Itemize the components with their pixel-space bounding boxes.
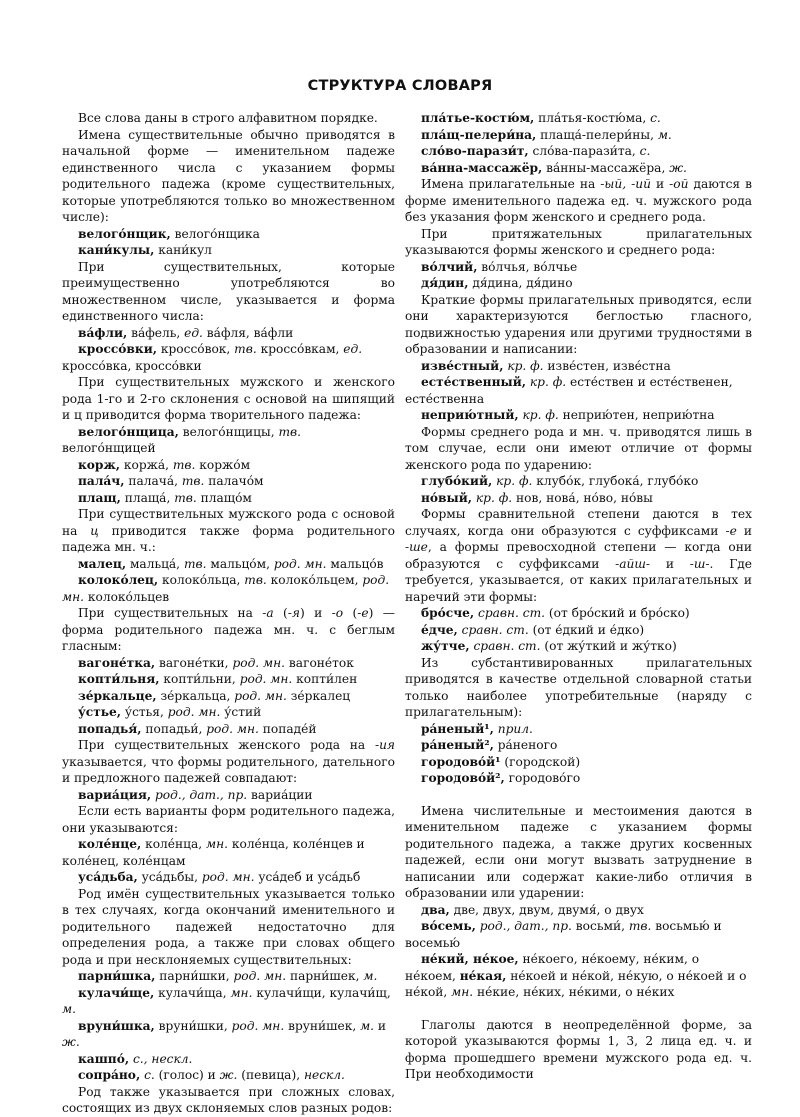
dictionary-entry: кашпо́, с., нескл. (78, 1051, 193, 1066)
dictionary-entry: во́лчий, во́лчья, во́лчье (421, 259, 578, 274)
text-paragraph: При существительных женского рода на -ия указывается, что формы родительного, дательного и предложного падежей совпадают: (62, 738, 395, 785)
text-paragraph: При существительных на -а (-я) и -о (-е) — форма родительного падежа мн. ч. с беглым гласным: (62, 606, 395, 653)
dictionary-entry: дя́дин, дя́дина, дя́дино (421, 276, 573, 290)
dictionary-entry: пла́тье-костю́м, пла́тья-костю́ма, с. (421, 111, 661, 125)
text-paragraph: Из субстантивированных прилагательных приводятся в качестве отдельной словарной статьи только наиболее употребительные (наряду с прилагательным): (405, 655, 752, 719)
dictionary-entry: но́вый, кр. ф. нов, нова́, но́во, но́вы (421, 490, 653, 505)
dictionary-entry: вруни́шка, вруни́шки, род. мн. вруни́шек, м. и ж. (62, 1018, 387, 1049)
text-paragraph: При существительных мужского и женского рода 1-го и 2-го склонения с основой на шипящий и ц приводится форма творительного падежа: (62, 375, 395, 422)
dictionary-entry: колоко́лец, колоко́льца, тв. колоко́льцем, род. мн. колоко́льцев (62, 573, 390, 604)
dictionary-entry: ва́нна-массажёр, ва́нны-массажёра, ж. (421, 160, 687, 175)
dictionary-entry: кани́кулы, кани́кул (78, 243, 212, 257)
dictionary-entry: вариа́ция, род., дат., пр. вариа́ции (78, 787, 313, 802)
dictionary-entry: неприю́тный, кр. ф. неприю́тен, неприю́тна (421, 408, 715, 422)
text-paragraph: Имена существительные обычно приводятся в начальной форме — именительном падеже единственного числа с указанием формы родительного падежа (кроме существительных, которые употребляются только во множественном числе): (62, 127, 395, 224)
text-paragraph: При существительных мужского рода с основой на ц приводится также форма родительного падежа мн. ч.: (62, 507, 395, 554)
text-paragraph: Глаголы даются в неопределённой форме, за которой указываются формы 1, 3, 2 лица ед. ч. и форма прошедшего времени мужского рода ед. ч. При необходимости (405, 1017, 752, 1081)
dictionary-entry: пала́ч, палача́, тв. палачо́м (78, 474, 264, 488)
text-paragraph: Формы сравнительной степени даются в тех случаях, когда они образуются с суффиксами -е и -ше, а формы превосходной степени — когда они образуются с суффиксами -айш- и -ш-. Где требуется, указывается, от каких прилагательных и наречий эти формы: (405, 507, 753, 604)
dictionary-entry: велого́нщица, велого́нщицы, тв. велого́нщицей (62, 424, 301, 455)
dictionary-entry: копти́льня, копти́льни, род. мн. копти́лен (78, 672, 358, 686)
dictionary-entry: сло́во-парази́т, сло́ва-парази́та, с. (421, 144, 651, 158)
dictionary-entry: во́семь, род., дат., пр. восьми́, тв. восьмью́ и восемью́ (405, 919, 722, 950)
dictionary-entry: ва́фли, ва́фель, ед. ва́фля, ва́фли (78, 325, 294, 340)
dictionary-entry: велого́нщик, велого́нщика (78, 226, 260, 241)
dictionary-entry: два, две, двух, двум, двумя́, о двух (421, 902, 644, 917)
dictionary-entry: коле́нце, коле́нца, мн. коле́нца, коле́нцев и коле́нец, коле́нцам (62, 837, 365, 868)
text-paragraph: Все слова даны в строго алфавитном порядке. (78, 111, 378, 125)
dictionary-entry: малец, мальца́, тв. мальцо́м, род. мн. мальцо́в (78, 556, 384, 571)
text-paragraph: При существительных, которые преимущественно употребляются во множественном числе, указывается и форма единственного числа: (62, 259, 395, 323)
dictionary-entry: жу́тче, сравн. ст. (от жу́ткий и жу́тко) (421, 639, 677, 653)
right-column (405, 110, 752, 1083)
text-paragraph: Род также указывается при сложных словах, состоящих из двух склоняемых слов разных родов: (62, 1084, 395, 1115)
dictionary-entry: городово́й¹ (городской) (421, 754, 581, 769)
dictionary-entry: парни́шка, парни́шки, род. мн. парни́шек, м. (78, 969, 378, 983)
dictionary-entry: е́дче, сравн. ст. (от е́дкий и е́дко) (421, 622, 645, 637)
dictionary-entry: бро́сче, сравн. ст. (от бро́ский и бро́ско) (421, 606, 690, 620)
dictionary-entry: уса́дьба, уса́дьбы, род. мн. уса́деб и уса́дьб (78, 870, 361, 884)
left-column (62, 110, 395, 1117)
dictionary-entry: пла́щ-пелери́на, плаща́-пелери́ны, м. (421, 127, 672, 142)
dictionary-entry: кулачи́ще, кулачи́ща, мн. кулачи́щи, кулачи́щ, м. (62, 985, 391, 1016)
dictionary-entry: корж, коржа́, тв. коржо́м (78, 457, 251, 472)
dictionary-entry: зе́ркальце, зе́ркальца, род. мн. зе́ркалец (78, 688, 351, 703)
dictionary-entry: вагоне́тка, вагоне́тки, род. мн. вагоне́ток (78, 655, 354, 670)
dictionary-entry: изве́стный, кр. ф. изве́стен, изве́стна (421, 358, 671, 373)
dictionary-entry: ра́неный², ра́неного (421, 738, 558, 752)
dictionary-entry: кроссо́вки, кроссо́вок, тв. кроссо́вкам, ед. кроссо́вка, кроссо́вки (62, 342, 363, 373)
dictionary-entry: у́стье, у́стья, род. мн. у́стий (78, 705, 262, 719)
dictionary-entry: есте́ственный, кр. ф. есте́ствен и есте́ственен, есте́ственна (405, 375, 733, 406)
text-paragraph: Имена числительные и местоимения даются в именительном падеже с указанием формы родительного падежа, а также других косвенных падежей, если они могут вызвать затруднение в написании или содержат какие-либо отличия в образовании или ударении: (405, 803, 752, 900)
text-paragraph: Краткие формы прилагательных приводятся, если они характеризуются беглостью гласного, подвижностью ударения или другими трудностями в образовании и написании: (405, 292, 752, 356)
dictionary-entry: попадья́, попадьи́, род. мн. попаде́й (78, 721, 317, 736)
dictionary-entry: сопра́но, с. (голос) и ж. (певица), нескл. (78, 1068, 345, 1082)
text-paragraph: Имена прилагательные на -ый, -ий и -ой даются в форме именительного падежа ед. ч. мужского рода без указания форм женского и среднего рода. (405, 177, 753, 224)
dictionary-entry: городово́й², городово́го (421, 771, 581, 785)
text-paragraph: При притяжательных прилагательных указываются формы женского и среднего рода: (405, 226, 752, 257)
text-paragraph: Если есть варианты форм родительного падежа, они указываются: (62, 804, 395, 835)
dictionary-entry: не́кий, не́кое, не́коего, не́коему, не́ким, о не́коем, не́кая, не́коей и не́кой, не́кую, о не́коей и о не́кой, мн. не́кие, не́ких, не́кими, о не́ких (405, 952, 747, 999)
page-title: СТРУКТУРА СЛОВАРЯ (307, 78, 493, 94)
text-paragraph: Формы среднего рода и мн. ч. приводятся лишь в том случае, если они имеют отличие от формы женского рода по ударению: (405, 424, 752, 472)
dictionary-entry: плащ, плаща́, тв. плащо́м (78, 490, 252, 505)
dictionary-entry: глубо́кий, кр. ф. клубо́к, глубока́, глубо́ко (421, 474, 699, 488)
text-paragraph: Род имён существительных указывается только в тех случаях, когда окончаний именительного и родительного падежей недостаточно для определения рода, а также при словах общего рода и при несклоняемых существительных: (62, 886, 395, 967)
dictionary-entry: ра́неный¹, прил. (421, 721, 533, 736)
